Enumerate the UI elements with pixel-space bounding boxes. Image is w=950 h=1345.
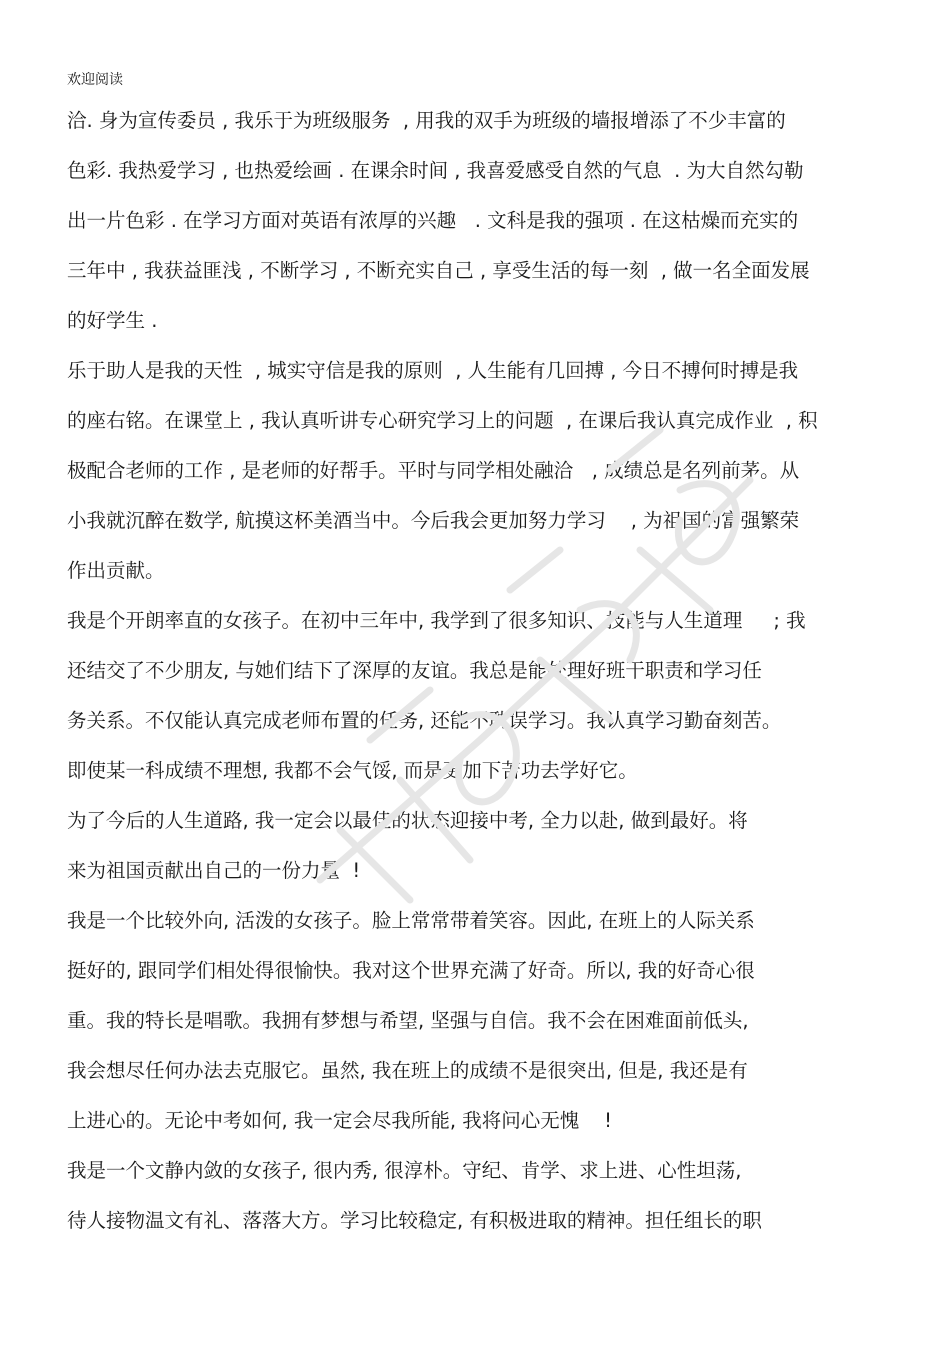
text-line: 我会想尽任何办法去克服它。虽然, 我在班上的成绩不是很突出, 但是, 我还是有 [67,1059,748,1082]
text-line: 极配合老师的工作 , 是老师的好帮手。平时与同学相处融洽 , 成绩总是名列前茅。从 [67,459,800,482]
text-line: 为了今后的人生道路, 我一定会以最佳的状态迎接中考, 全力以赴, 做到最好。将 [67,809,748,832]
page-header: 欢迎阅读 [67,72,123,88]
text-line: 三年中 , 我获益匪浅 , 不断学习 , 不断充实自己 , 享受生活的每一刻 , 做一名全面发展 [67,259,810,282]
text-line: 色彩. 我热爱学习 , 也热爱绘画 . 在课余时间 , 我喜爱感受自然的气息 . 为大自然勾勒 [67,159,804,182]
text-line: 来为祖国贡献出自己的一份力量 ! [67,859,361,882]
text-line: 作出贡献。 [67,559,165,582]
text-line: 的好学生 . [67,309,158,332]
text-line: 洽. 身为宣传委员 , 我乐于为班级服务 , 用我的双手为班级的墙报增添了不少丰富的 [67,109,786,132]
text-line: 的座右铭。在课堂上 , 我认真听讲专心研究学习上的问题 , 在课后我认真完成作业 , 积 [67,409,818,432]
text-line: 还结交了不少朋友, 与她们结下了深厚的友谊。我总是能处理好班干职责和学习任 [67,659,762,682]
text-line: 务关系。不仅能认真完成老师布置的任务, 还能不耽误学习。我认真学习勤奋刻苦。 [67,709,782,732]
text-line: 我是一个文静内敛的女孩子, 很内秀, 很淳朴。守纪、肯学、求上进、心性坦荡, [67,1159,742,1182]
text-line: 小我就沉醉在数学, 航摸这杯美酒当中。今后我会更加努力学习 , 为祖国的富强繁荣 [67,509,800,532]
text-line: 即使某一科成绩不理想, 我都不会气馁, 而是更加下苦功去学好它。 [67,759,638,782]
text-line: 重。我的特长是唱歌。我拥有梦想与希望, 坚强与自信。我不会在困难面前低头, [67,1009,749,1032]
text-line: 上进心的。无论中考如何, 我一定会尽我所能, 我将问心无愧 ! [67,1109,612,1132]
text-line: 乐于助人是我的天性 , 城实守信是我的原则 , 人生能有几回搏 , 今日不搏何时搏是我 [67,359,799,382]
text-line: 我是一个比较外向, 活泼的女孩子。脸上常常带着笑容。因此, 在班上的人际关系 [67,909,755,932]
text-line: 我是个开朗率直的女孩子。在初中三年中, 我学到了很多知识、技能与人生道理 ; 我 [67,609,806,632]
watermark-graphic [280,360,800,920]
text-line: 出一片色彩 . 在学习方面对英语有浓厚的兴趣 . 文科是我的强项 . 在这枯燥而充实的 [67,209,799,232]
text-line: 待人接物温文有礼、落落大方。学习比较稳定, 有积极进取的精神。担任组长的职 [67,1209,762,1232]
text-line: 挺好的, 跟同学们相处得很愉快。我对这个世界充满了好奇。所以, 我的好奇心很 [67,959,755,982]
